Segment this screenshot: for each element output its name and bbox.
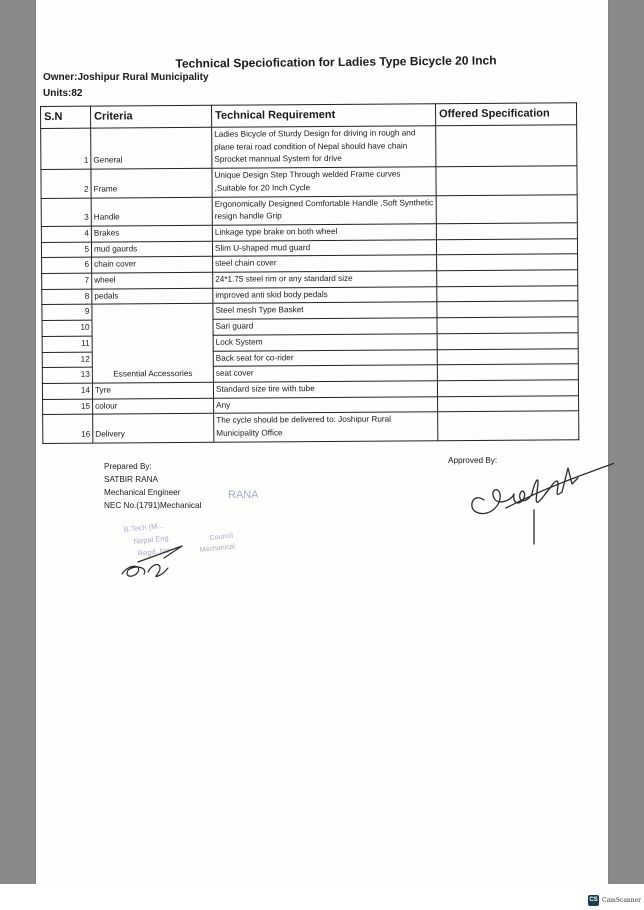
row-offered[interactable] bbox=[437, 380, 578, 397]
row-requirement: Lock System bbox=[213, 334, 437, 351]
row-offered[interactable] bbox=[437, 286, 578, 303]
row-criteria: chain cover bbox=[92, 257, 213, 274]
header-offered-specification: Offered Specification bbox=[435, 103, 576, 126]
stamp-text: Mechanical bbox=[199, 543, 236, 554]
row-criteria: wheel bbox=[92, 272, 213, 289]
row-criteria: Frame bbox=[91, 168, 212, 197]
stamp-text: Regd. No. bbox=[137, 545, 172, 558]
camscanner-logo-text: CamScanner bbox=[602, 896, 642, 904]
row-sn: 8 bbox=[42, 289, 92, 305]
row-sn: 11 bbox=[42, 336, 92, 352]
row-sn: 4 bbox=[41, 226, 91, 242]
row-sn: 16 bbox=[43, 415, 93, 444]
row-criteria: Tyre bbox=[92, 382, 213, 399]
row-offered[interactable] bbox=[437, 333, 578, 350]
row-criteria: pedals bbox=[92, 288, 213, 305]
row-sn: 15 bbox=[43, 399, 93, 415]
row-requirement: Unique Design Step Through welded Frame curves ,Suitable for 20 Inch Cycle bbox=[212, 167, 436, 197]
row-criteria: Delivery bbox=[93, 414, 214, 443]
row-sn: 10 bbox=[42, 320, 92, 336]
preparer-role: Mechanical Engineer bbox=[104, 488, 181, 498]
row-offered[interactable] bbox=[437, 364, 578, 381]
row-sn: 6 bbox=[42, 258, 92, 274]
stamp-text: B.Tech (M... bbox=[123, 520, 165, 534]
row-requirement: Ladies Bicycle of Sturdy Design for driving in rough and plane terai road condition of Nepal should have chain Sprocket mannual System for drive bbox=[212, 126, 436, 169]
row-requirement: Standard size tire with tube bbox=[213, 381, 437, 398]
stamp-text: Council bbox=[209, 532, 234, 542]
row-offered[interactable] bbox=[436, 223, 577, 240]
row-requirement: Linkage type brake on both wheel bbox=[212, 224, 436, 241]
row-offered[interactable] bbox=[437, 254, 578, 271]
row-sn: 12 bbox=[42, 352, 92, 368]
preparer-nec-number: NEC No.(1791)Mechanical bbox=[104, 501, 202, 511]
row-offered[interactable] bbox=[438, 411, 579, 440]
row-requirement: improved anti skid body pedals bbox=[213, 287, 437, 304]
stamp-text: RANA bbox=[228, 489, 259, 501]
row-offered[interactable] bbox=[438, 395, 579, 412]
row-sn: 13 bbox=[42, 367, 92, 383]
header-criteria: Criteria bbox=[91, 105, 212, 128]
row-offered[interactable] bbox=[437, 270, 578, 287]
table-row bbox=[41, 125, 577, 170]
row-offered[interactable] bbox=[437, 348, 578, 365]
row-requirement: Ergonomically Designed Comfortable Handle ,Soft Synthetic resign handle Grip bbox=[212, 195, 436, 225]
scanned-page bbox=[36, 0, 608, 884]
essential-accessories-label: Essential Accessories bbox=[92, 304, 214, 383]
row-requirement: Back seat for co-rider bbox=[213, 349, 437, 366]
approver-signature bbox=[454, 448, 614, 548]
row-requirement: The cycle should be delivered to: Joshipur Rural Municipality Office bbox=[214, 412, 438, 442]
row-criteria: mud gaurds bbox=[91, 241, 212, 258]
row-offered[interactable] bbox=[436, 194, 577, 223]
header-sn: S.N bbox=[41, 106, 91, 128]
prepared-by-label: Prepared By: bbox=[104, 462, 152, 471]
row-sn: 14 bbox=[42, 383, 92, 399]
row-offered[interactable] bbox=[437, 317, 578, 334]
engineer-stamp-and-signature bbox=[108, 484, 308, 584]
row-requirement: 24*1.75 steel rim or any standard size bbox=[213, 271, 437, 288]
table-row bbox=[41, 166, 577, 198]
row-requirement: steel chain cover bbox=[213, 255, 437, 272]
row-offered[interactable] bbox=[436, 238, 577, 255]
row-requirement: Any bbox=[214, 396, 438, 413]
header-technical-requirement: Technical Requirement bbox=[211, 104, 435, 128]
row-requirement: seat cover bbox=[213, 365, 437, 382]
row-offered[interactable] bbox=[437, 301, 578, 318]
row-sn: 7 bbox=[42, 273, 92, 289]
row-sn: 2 bbox=[41, 169, 91, 198]
units-line: Units:82 bbox=[43, 88, 83, 99]
camscanner-watermark bbox=[588, 894, 641, 906]
row-criteria: Brakes bbox=[91, 225, 212, 242]
row-sn: 1 bbox=[41, 128, 91, 169]
camscanner-logo-icon: CS bbox=[588, 895, 599, 906]
scanner-footer-strip bbox=[0, 884, 644, 910]
row-sn: 3 bbox=[41, 198, 91, 227]
row-requirement: Slim U-shaped mud guard bbox=[212, 239, 436, 256]
row-requirement: Steel mesh Type Basket bbox=[213, 302, 437, 319]
specification-table bbox=[40, 102, 579, 444]
owner-line: Owner:Joshipur Rural Municipality bbox=[43, 72, 209, 83]
row-criteria: colour bbox=[93, 398, 214, 415]
row-sn: 9 bbox=[42, 305, 92, 321]
table-row bbox=[41, 194, 577, 226]
row-criteria: General bbox=[91, 127, 212, 169]
row-sn: 5 bbox=[41, 242, 91, 258]
preparer-name: SATBIR RANA bbox=[104, 475, 158, 485]
row-requirement: Sari guard bbox=[213, 318, 437, 335]
document-title: Technical Speciofication for Ladies Type Bicycle 20 Inch bbox=[175, 53, 497, 71]
table-row bbox=[43, 411, 579, 443]
stamp-text: Nepal Eng bbox=[133, 533, 170, 546]
row-offered[interactable] bbox=[436, 166, 577, 195]
row-offered[interactable] bbox=[436, 125, 577, 167]
approved-by-label: Approved By: bbox=[448, 456, 498, 465]
row-criteria: Handle bbox=[91, 197, 212, 226]
